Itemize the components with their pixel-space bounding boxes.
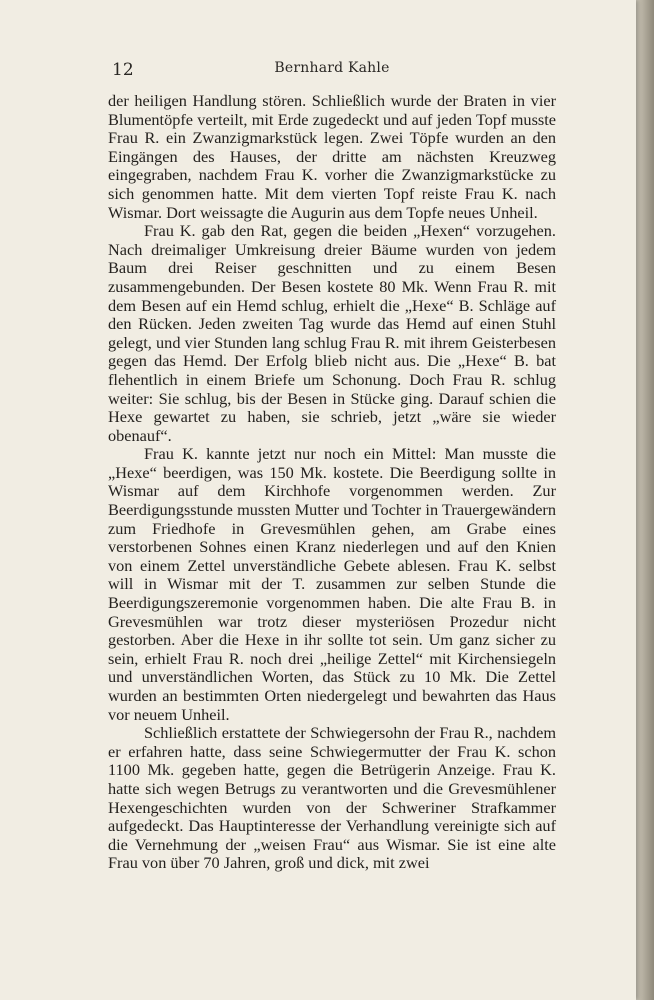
page-header xyxy=(108,58,556,84)
paragraph-2: Frau K. gab den Rat, gegen die beiden „Hexen“ vorzugehen. Nach dreimaliger Umkreisung dreier Bäume wurden von jedem Baum drei Reiser geschnitten und zu einem Besen zusammengebunden. Der Besen kostete 80 Mk. Wenn Frau R. mit dem Besen auf ein Hemd schlug, erhielt die „Hexe“ B. Schläge auf den Rücken. Jeden zweiten Tag wurde das Hemd auf einen Stuhl gelegt, und vier Stunden lang schlug Frau R. mit ihrem Geisterbesen gegen das Hemd. Der Erfolg blieb nicht aus. Die „Hexe“ B. bat flehentlich in einem Briefe um Schonung. Doch Frau R. schlug weiter: Sie schlug, bis der Besen in Stücke ging. Darauf schien die Hexe gewartet zu haben, sie schrieb, jetzt „wäre sie wieder obenauf“. xyxy=(108,221,556,445)
body-text xyxy=(108,92,556,873)
paragraph-1: der heiligen Handlung stören. Schließlich wurde der Braten in vier Blumentöpfe verteilt, mit Erde zugedeckt und auf jeden Topf musste Frau R. ein Zwanzigmarkstück legen. Zwei Töpfe wurden an den Eingängen des Hauses, der dritte am nächsten Kreuzweg eingegraben, nachdem Frau K. vorher die Zwanzigmarkstücke zu sich genommen hatte. Mit dem vierten Topf reiste Frau K. nach Wismar. Dort weissagte die Augurin aus dem Topfe neues Unheil. xyxy=(108,91,556,222)
paragraph-3: Frau K. kannte jetzt nur noch ein Mittel: Man musste die „Hexe“ beerdigen, was 150 Mk. kostete. Die Beerdigung sollte in Wismar auf dem Kirchhofe vorgenommen werden. Zur Beerdigungsstunde mussten Mutter und Tochter in Trauergewändern zum Friedhofe in Grevesmühlen gehen, am Grabe eines verstorbenen Sohnes einen Kranz niederlegen und auf den Knien von einem Zettel unverständliche Gebete ablesen. Frau K. selbst will in Wismar mit der T. zusammen zur selben Stunde die Beerdigungszeremonie vorgenommen haben. Die alte Frau B. in Grevesmühlen war trotz dieser mysteriösen Prozedur nicht gestorben. Aber die Hexe in ihr sollte tot sein. Um ganz sicher zu sein, erhielt Frau R. noch drei „heilige Zettel“ mit Kirchensiegeln und unverständlichen Worten, das Stück zu 10 Mk. Die Zettel wurden an bestimmten Orten niedergelegt und bewahrten das Haus vor neuem Unheil. xyxy=(108,444,556,724)
page-number: 12 xyxy=(112,60,134,80)
paragraph-4: Schließlich erstattete der Schwiegersohn der Frau R., nachdem er erfahren hatte, dass seine Schwiegermutter der Frau K. schon 1100 Mk. gegeben hatte, gegen die Betrügerin Anzeige. Frau K. hatte sich wegen Betrugs zu verantworten und die Grevesmühlener Hexengeschichten wurden von der Schweriner Strafkammer aufgedeckt. Das Hauptinteresse der Verhandlung vereinigte sich auf die Vernehmung der „weisen Frau“ aus Wismar. Sie ist eine alte Frau von über 70 Jahren, groß und dick, mit zwei xyxy=(108,723,556,873)
running-title: Bernhard Kahle xyxy=(274,60,390,76)
